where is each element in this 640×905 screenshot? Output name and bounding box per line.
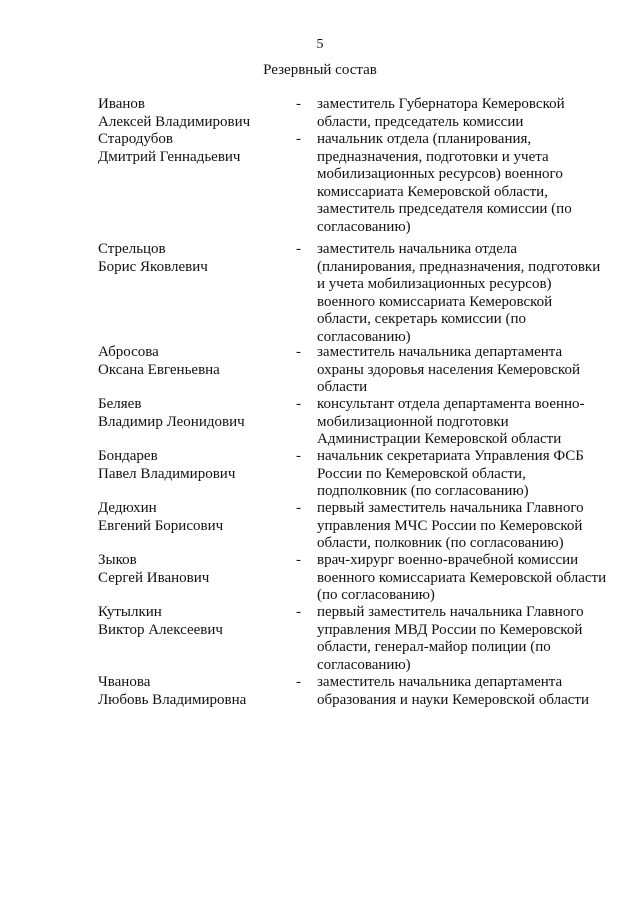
member-surname: Чванова <box>98 674 151 690</box>
roster-entry <box>98 241 618 344</box>
member-position: первый заместитель начальника Главного управления МВД России по Кемеровской области, генерал-майор полиции (по согласованию) <box>317 604 584 673</box>
member-name <box>98 674 288 709</box>
member-name <box>98 552 288 587</box>
member-position: врач-хирург военно-врачебной комиссии военного комиссариата Кемеровской области (по согласованию) <box>317 552 607 603</box>
member-surname: Стрельцов <box>98 241 166 257</box>
member-surname: Кутылкин <box>98 604 162 620</box>
member-name <box>98 241 288 276</box>
member-given-names: Любовь Владимировна <box>98 691 247 708</box>
member-name <box>98 500 288 535</box>
roster-entry <box>98 396 618 448</box>
separator-dash: - <box>296 604 301 620</box>
page-number: 5 <box>316 37 324 52</box>
member-name <box>98 396 288 431</box>
member-position: заместитель Губернатора Кемеровской области, председатель комиссии <box>317 96 565 130</box>
roster-entry <box>98 344 618 396</box>
separator-dash: - <box>296 344 301 360</box>
member-position: начальник секретариата Управления ФСБ России по Кемеровской области, подполковник (по согласованию) <box>317 448 584 499</box>
separator-dash: - <box>296 448 301 464</box>
member-position: заместитель начальника департамента образования и науки Кемеровской области <box>317 674 589 708</box>
member-given-names: Владимир Леонидович <box>98 413 245 430</box>
member-surname: Иванов <box>98 96 145 112</box>
member-given-names: Виктор Алексеевич <box>98 621 223 638</box>
member-given-names: Алексей Владимирович <box>98 113 251 130</box>
separator-dash: - <box>296 674 301 690</box>
separator-dash: - <box>296 96 301 112</box>
member-name <box>98 344 288 379</box>
separator-dash: - <box>296 241 301 257</box>
member-position: консультант отдела департамента военно- мобилизационной подготовки Администрации Кемеровской области <box>317 396 585 447</box>
member-surname: Зыков <box>98 552 137 568</box>
member-given-names: Оксана Евгеньевна <box>98 361 220 378</box>
member-position: заместитель начальника отдела (планирования, предназначения, подготовки и учета мобилизационных ресурсов) военного комиссариата Кемеровской области, секретарь комиссии (по согласованию) <box>317 241 601 345</box>
roster-entry <box>98 96 618 131</box>
member-given-names: Павел Владимирович <box>98 465 236 482</box>
roster-entry <box>98 674 618 714</box>
member-surname: Стародубов <box>98 131 173 147</box>
roster-entry <box>98 552 618 604</box>
separator-dash: - <box>296 552 301 568</box>
separator-dash: - <box>296 131 301 147</box>
roster-entry <box>98 500 618 552</box>
member-position: начальник отдела (планирования, предназначения, подготовки и учета мобилизационных ресурсов) военного комиссариата Кемеровской области, заместитель председателя комиссии (по согласованию) <box>317 131 572 235</box>
roster-entry <box>98 448 618 500</box>
separator-dash: - <box>296 500 301 516</box>
member-surname: Абросова <box>98 344 159 360</box>
document-title: Резервный состав <box>263 62 377 78</box>
member-name <box>98 96 288 131</box>
member-name <box>98 604 288 639</box>
member-surname: Дедюхин <box>98 500 157 516</box>
member-given-names: Дмитрий Геннадьевич <box>98 148 241 165</box>
member-surname: Бондарев <box>98 448 158 464</box>
member-given-names: Евгений Борисович <box>98 517 224 534</box>
member-given-names: Сергей Иванович <box>98 569 210 586</box>
reserve-roster <box>98 96 618 714</box>
member-name <box>98 448 288 483</box>
member-position: первый заместитель начальника Главного управления МЧС России по Кемеровской области, полковник (по согласованию) <box>317 500 584 551</box>
separator-dash: - <box>296 396 301 412</box>
roster-entry <box>98 604 618 674</box>
roster-entry <box>98 131 618 241</box>
member-name <box>98 131 288 166</box>
member-position: заместитель начальника департамента охраны здоровья населения Кемеровской области <box>317 344 580 395</box>
member-surname: Беляев <box>98 396 142 412</box>
member-given-names: Борис Яковлевич <box>98 258 208 275</box>
